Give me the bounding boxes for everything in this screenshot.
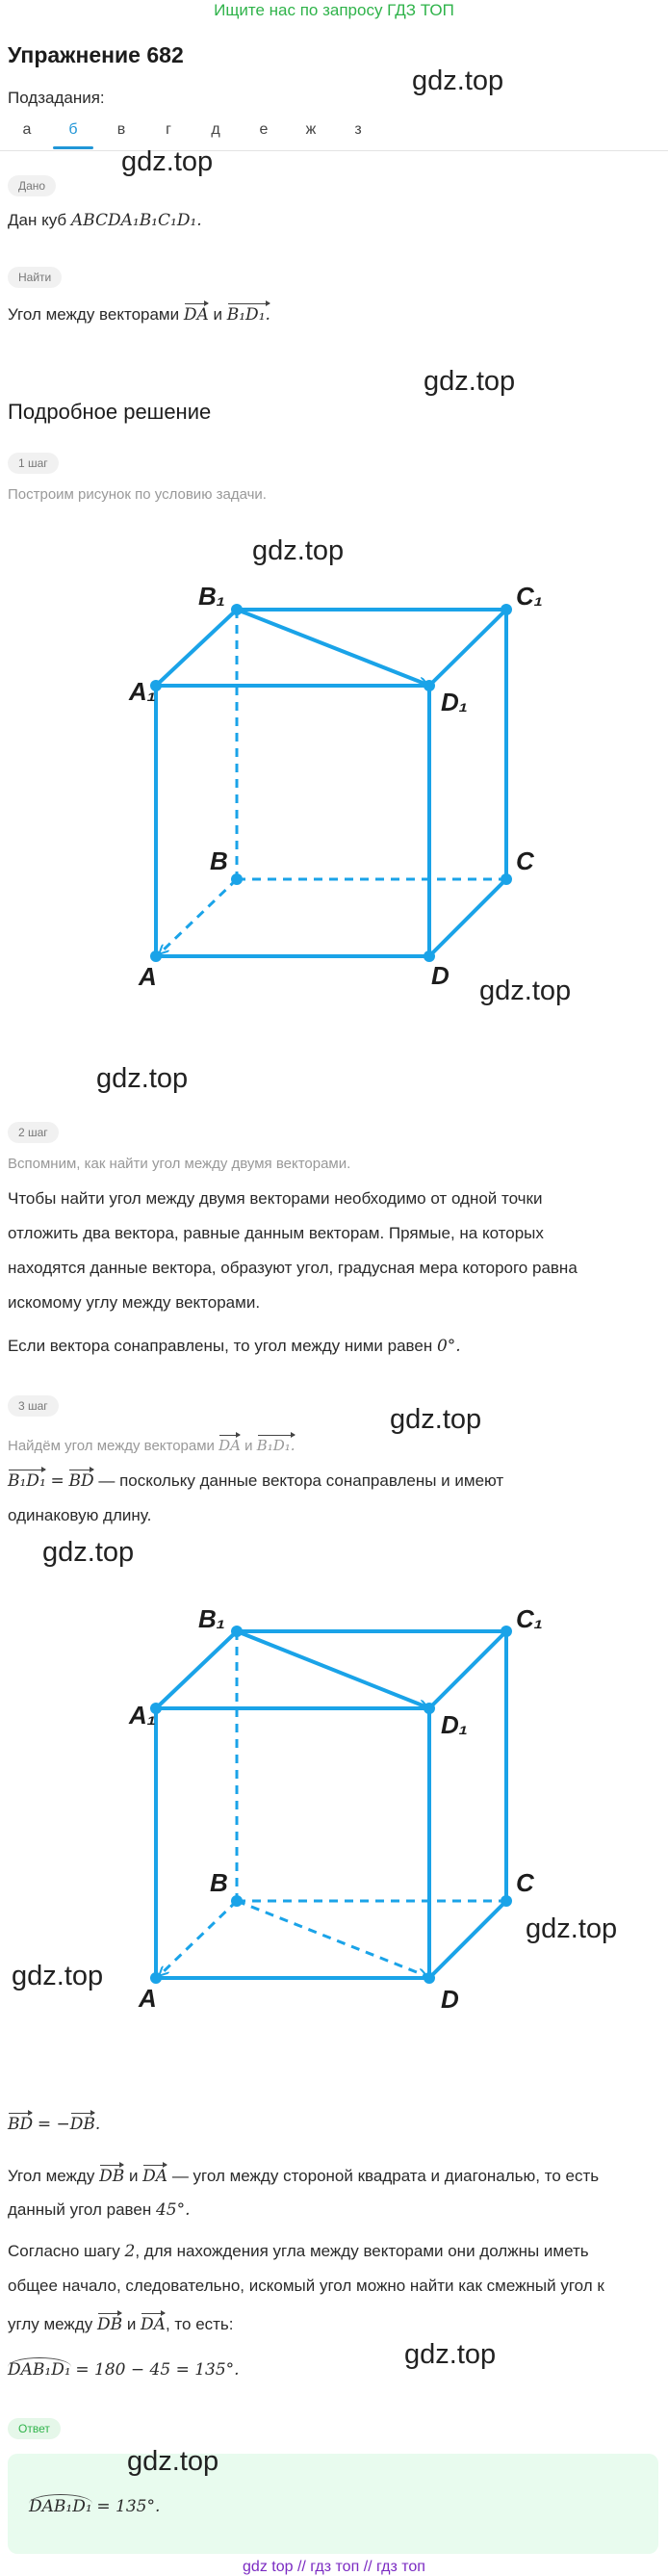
p2-line3-rest: , то есть: <box>165 2315 234 2333</box>
footer-links[interactable]: gdz top // гдз топ // гдз топ <box>243 2559 425 2575</box>
watermark: gdz.top <box>424 366 516 397</box>
page-title: Упражнение 682 <box>8 42 184 67</box>
vector-da: DA <box>142 2163 167 2186</box>
step3-eq-line <box>8 1468 503 1491</box>
find-conj: и <box>213 305 223 324</box>
tab-a[interactable]: а <box>22 121 32 138</box>
tab-g[interactable]: г <box>166 121 171 138</box>
watermark: gdz.top <box>404 2339 497 2370</box>
answer-eq: = 135°. <box>96 2497 161 2516</box>
vector-bd: BD <box>8 2111 33 2134</box>
given-math: ABCDA₁B₁C₁D₁. <box>70 211 202 230</box>
watermark: gdz.top <box>412 65 504 96</box>
step3-hint-prefix: Найдём угол между векторами <box>8 1438 215 1454</box>
solution-title: Подробное решение <box>8 400 212 424</box>
cube-figure-1 <box>0 559 668 1002</box>
answer-angle: DAB₁D₁ <box>29 2494 92 2516</box>
find-text <box>8 301 270 325</box>
given-badge: Дано <box>8 175 56 196</box>
tab-v[interactable]: в <box>116 121 126 138</box>
p1-and: и <box>128 2167 139 2185</box>
label-c1: C₁ <box>516 1604 543 1633</box>
edge-d1c1 <box>429 610 506 686</box>
step2-badge: 2 шаг <box>8 1122 59 1143</box>
step3-p2-line2: общее начало, следовательно, искомый угол можно найти как смежный угол к <box>8 2277 604 2295</box>
label-c: C <box>516 1868 534 1897</box>
watermark: gdz.top <box>96 1063 189 1094</box>
final-eq: = 180 − 45 = 135°. <box>75 2360 240 2380</box>
label-b1: B₁ <box>198 582 225 611</box>
vector-da: DA <box>184 301 209 325</box>
tab-b[interactable]: б <box>68 121 78 138</box>
vector-b1d1: B₁D₁. <box>257 1433 295 1454</box>
label-c: C <box>516 846 534 875</box>
p1-prefix: Угол между <box>8 2167 95 2185</box>
watermark: gdz.top <box>390 1404 482 1435</box>
bd-equation <box>8 2111 100 2134</box>
step2-line5-prefix: Если вектора сонаправлены, то угол между ними равен <box>8 1337 433 1355</box>
step1-hint: Построим рисунок по условию задачи. <box>8 486 267 503</box>
watermark: gdz.top <box>526 1913 618 1944</box>
step2-line5 <box>8 1337 461 1356</box>
edge-dc <box>429 1901 506 1978</box>
vector-db: DB <box>70 2111 95 2134</box>
label-a: A <box>139 1984 157 2013</box>
bd-end: . <box>94 2115 101 2134</box>
watermark: gdz.top <box>252 535 345 566</box>
vector-b1d1: B₁D₁ <box>8 1468 46 1491</box>
edge-dc <box>429 879 506 956</box>
answer-text <box>29 2494 160 2516</box>
eq-sign: = <box>50 1471 64 1491</box>
top-banner: Ищите нас по запросу ГДЗ ТОП <box>214 1 454 19</box>
step3-eq-text: — поскольку данные вектора сонаправлены и имеют <box>98 1471 504 1490</box>
given-text <box>8 211 202 230</box>
subtasks-label: Подзадания: <box>8 89 105 107</box>
vector-b1d1-arrow <box>237 610 427 685</box>
step2-hint: Вспомним, как найти угол между двумя векторами. <box>8 1156 351 1172</box>
final-equation <box>8 2357 240 2380</box>
label-b: B <box>210 846 228 875</box>
label-d1: D₁ <box>441 688 468 716</box>
p1-line2-prefix: данный угол равен <box>8 2200 152 2219</box>
label-a1: A₁ <box>129 677 156 706</box>
step2-line2: отложить два вектора, равные данным векторам. Прямые, на которых <box>8 1224 544 1242</box>
subtask-tabs <box>0 116 668 151</box>
p2-step-num: 2 <box>124 2242 136 2261</box>
label-c1: C₁ <box>516 582 543 611</box>
step3-hint <box>8 1433 295 1454</box>
vector-bd: BD <box>68 1468 93 1491</box>
label-d1: D₁ <box>441 1710 468 1739</box>
label-a: A <box>139 962 157 991</box>
watermark: gdz.top <box>42 1537 135 1568</box>
vector-db: DB <box>99 2163 124 2186</box>
step3-badge: 3 шаг <box>8 1395 59 1417</box>
step3-p1-line2 <box>8 2200 191 2220</box>
step3-hint-conj: и <box>244 1438 253 1454</box>
tab-z[interactable]: з <box>354 121 362 138</box>
active-tab-indicator <box>53 146 93 149</box>
step3-p2-line3 <box>8 2311 234 2334</box>
p1-line2-math: 45°. <box>155 2200 191 2220</box>
bd-eq-sign: = − <box>37 2115 70 2134</box>
tab-e[interactable]: е <box>259 121 269 138</box>
vector-b1d1-arrow <box>237 1631 427 1707</box>
p2-prefix: Согласно шагу <box>8 2242 120 2260</box>
watermark: gdz.top <box>121 146 214 177</box>
vector-b1d1: B₁D₁. <box>227 301 270 325</box>
tab-zh[interactable]: ж <box>305 121 317 138</box>
vector-da: DA <box>141 2311 166 2334</box>
p2-rest: , для нахождения угла между векторами они должны иметь <box>135 2242 589 2260</box>
vector-bd-arrow <box>237 1901 426 1976</box>
vector-da-arrow <box>160 1901 237 1975</box>
step2-line5-math: 0°. <box>436 1337 461 1356</box>
label-d: D <box>441 1985 459 2014</box>
p2-line3-and: и <box>126 2315 137 2333</box>
vector-da: DA <box>218 1433 241 1454</box>
find-badge: Найти <box>8 267 62 288</box>
watermark: gdz.top <box>479 976 572 1006</box>
find-prefix: Угол между векторами <box>8 305 180 324</box>
watermark: gdz.top <box>127 2446 219 2477</box>
step2-line1: Чтобы найти угол между двумя векторами необходимо от одной точки <box>8 1189 543 1208</box>
vector-db: DB <box>97 2311 122 2334</box>
step3-p2-line1 <box>8 2242 589 2261</box>
edge-a1b1 <box>156 610 237 686</box>
label-b1: B₁ <box>198 1604 225 1633</box>
p2-line3-prefix: углу между <box>8 2315 93 2333</box>
label-b: B <box>210 1868 228 1897</box>
step3-eq-line2: одинаковую длину. <box>8 1506 152 1524</box>
step2-line3: находятся данные вектора, образуют угол, градусная мера которого равна <box>8 1259 578 1277</box>
given-prefix: Дан куб <box>8 211 67 229</box>
answer-badge: Ответ <box>8 2418 61 2439</box>
p1-rest: — угол между стороной квадрата и диагональю, то есть <box>171 2167 600 2185</box>
edge-a1b1 <box>156 1631 237 1708</box>
tab-d[interactable]: д <box>211 121 220 138</box>
watermark: gdz.top <box>12 1961 104 1991</box>
vector-da-arrow <box>160 879 237 953</box>
label-a1: A₁ <box>129 1701 156 1730</box>
step3-p1-line1 <box>8 2163 599 2186</box>
final-angle: DAB₁D₁ <box>8 2357 71 2380</box>
step2-line4: искомому углу между векторами. <box>8 1293 261 1312</box>
step1-badge: 1 шаг <box>8 453 59 474</box>
label-d: D <box>431 961 450 990</box>
edge-d1c1 <box>429 1631 506 1708</box>
